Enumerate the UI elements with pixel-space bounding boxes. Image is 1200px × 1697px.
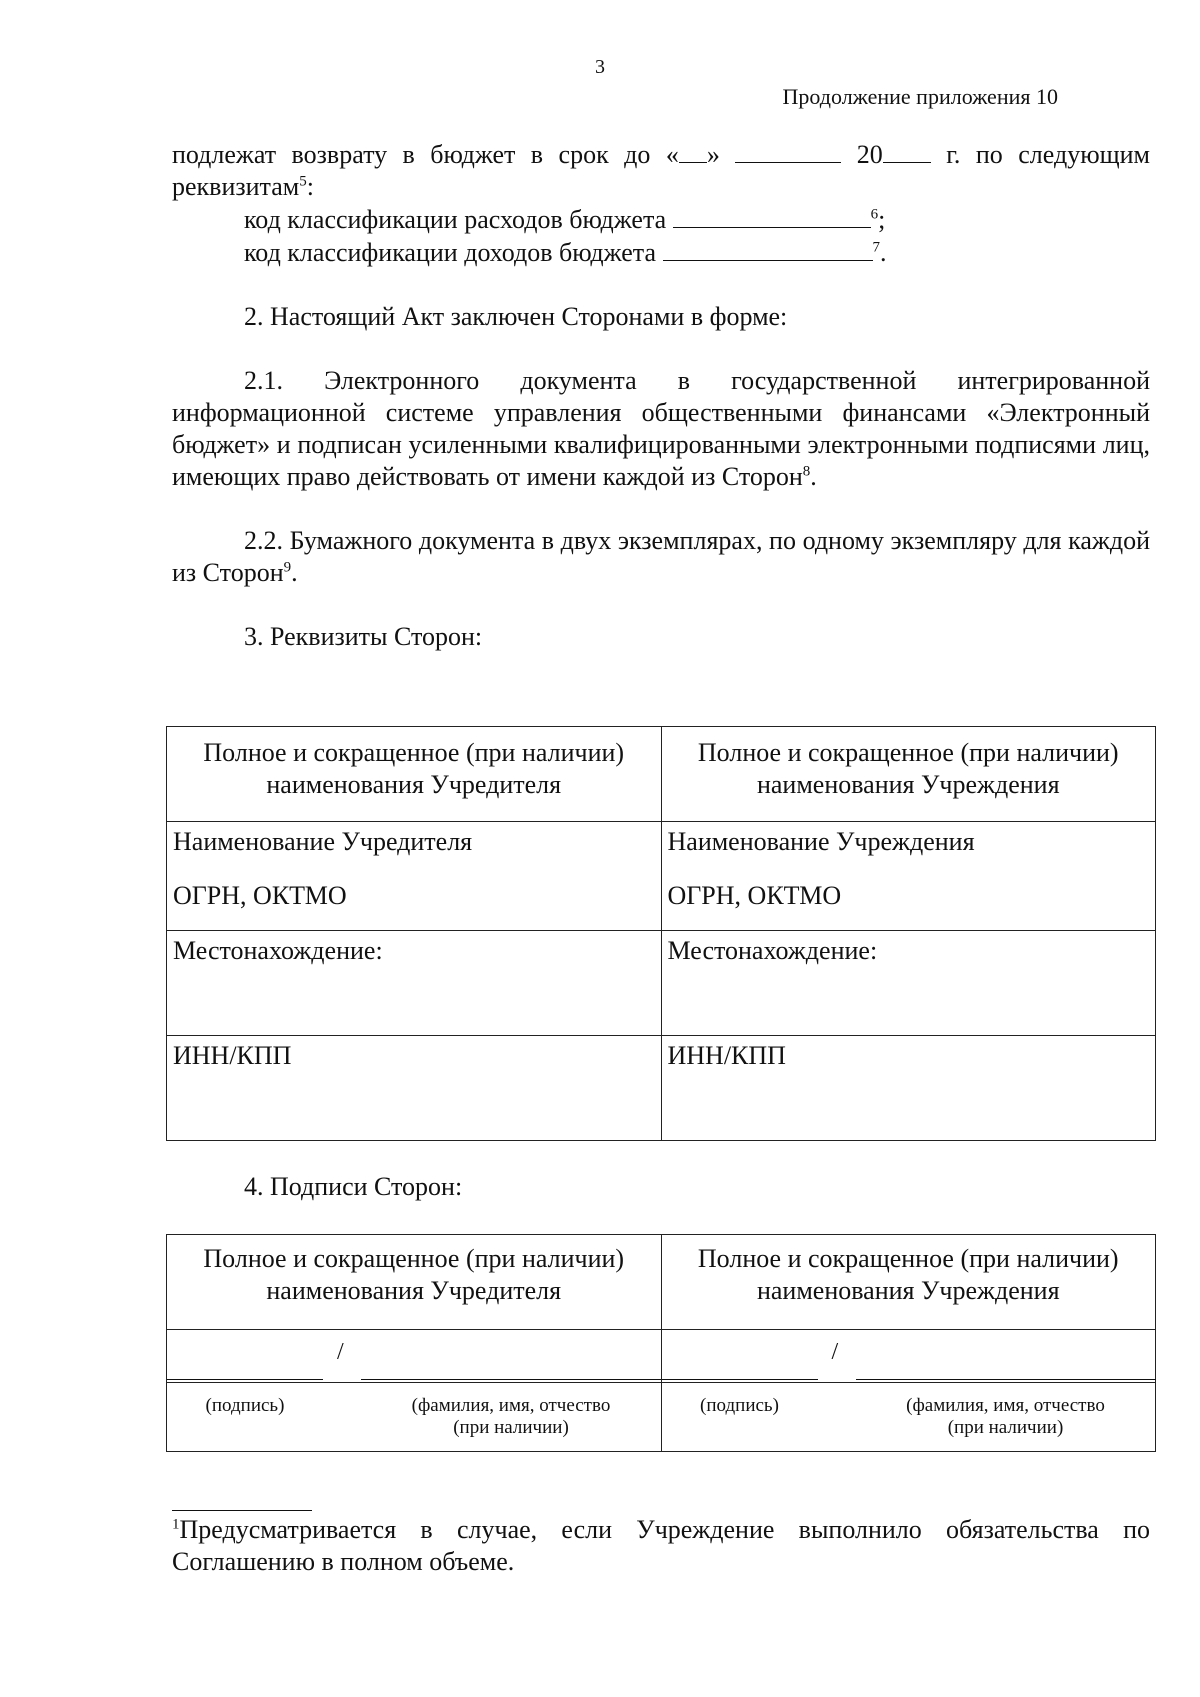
expense-code-blank bbox=[673, 203, 871, 228]
income-code-blank bbox=[663, 236, 873, 261]
footnote-ref-5: 5 bbox=[299, 173, 307, 190]
year-blank bbox=[883, 138, 931, 163]
founder-ogrn-label: ОГРН, ОКТМО bbox=[173, 881, 347, 910]
institution-fullname-line bbox=[856, 1379, 1156, 1380]
requisites-line: реквизитам$^5$: bbox=[172, 172, 314, 201]
footnote-1: $^1$Предусматривается в случае, если Учреждение выполнило обязательства по Соглашению в полном объеме. bbox=[172, 1515, 1150, 1576]
section-4-title: 4. Подписи Сторон: bbox=[244, 1172, 463, 1201]
founder-signature-caption: (подпись) bbox=[205, 1395, 285, 1416]
footnote-ref-9: 9 bbox=[283, 559, 292, 576]
founder-signature-line bbox=[167, 1379, 323, 1380]
page-number: 3 bbox=[595, 56, 605, 78]
sig-founder-header-cell: Полное и сокращенное (при наличии) наименования Учредителя bbox=[167, 1235, 662, 1330]
footnote-separator bbox=[172, 1510, 312, 1511]
section-2-2-text: 2.2. Бумажного документа в двух экземплярах, по одному экземпляру для каждой из Сторон$^9$. bbox=[172, 526, 1150, 587]
institution-inn-cell: ИНН/КПП bbox=[661, 1036, 1156, 1141]
signatures-table bbox=[166, 1234, 1156, 1452]
footnote-ref-7: 7 bbox=[872, 239, 881, 256]
expense-code-line: код классификации расходов бюджета $^6$; bbox=[244, 205, 886, 234]
footnote-marker: 1 bbox=[172, 1516, 180, 1533]
institution-name-caption: (фамилия, имя, отчество (при наличии) bbox=[906, 1395, 1105, 1438]
institution-signature-line-cell bbox=[661, 1330, 1156, 1383]
section-2-title: 2. Настоящий Акт заключен Сторонами в форме: bbox=[244, 302, 788, 331]
founder-name-cell bbox=[167, 822, 662, 931]
founder-captions-cell bbox=[167, 1383, 662, 1452]
founder-inn-cell: ИНН/КПП bbox=[167, 1036, 662, 1141]
footnote-ref-6: 6 bbox=[870, 206, 879, 223]
institution-signature-caption: (подпись) bbox=[700, 1395, 779, 1416]
founder-signature-line-cell bbox=[167, 1330, 662, 1383]
requisites-table bbox=[166, 726, 1156, 1141]
founder-fullname-line bbox=[361, 1379, 661, 1380]
founder-header-cell: Полное и сокращенное (при наличии) наименования Учредителя bbox=[167, 727, 662, 822]
institution-name-cell bbox=[661, 822, 1156, 931]
founder-location-cell: Местонахождение: bbox=[167, 931, 662, 1036]
day-blank bbox=[679, 138, 707, 163]
institution-signature-line bbox=[662, 1379, 818, 1380]
institution-name-label: Наименование Учреждения bbox=[667, 827, 975, 856]
founder-name-caption: (фамилия, имя, отчество (при наличии) bbox=[411, 1395, 611, 1438]
institution-captions-cell bbox=[661, 1383, 1156, 1452]
institution-slash: / bbox=[831, 1339, 839, 1365]
institution-location-cell: Местонахождение: bbox=[661, 931, 1156, 1036]
document-body bbox=[172, 138, 1150, 653]
institution-header-cell: Полное и сокращенное (при наличии) наименования Учреждения bbox=[661, 727, 1156, 822]
footnote-ref-8: 8 bbox=[802, 463, 811, 480]
return-deadline-line: подлежат возврату в бюджет в срок до « » 20 г. по следующим bbox=[172, 140, 1151, 169]
section-3-title: 3. Реквизиты Сторон: bbox=[244, 622, 483, 651]
section-2-1-text: 2.1. Электронного документа в государственной интегрированной информационной системе управления общественными финансами «Электронный бюджет» и подписан усиленными квалифицированными электронными подписями лиц, имеющих право действовать от имени каждой из Сторон$^8$. bbox=[172, 366, 1150, 491]
sig-institution-header-cell: Полное и сокращенное (при наличии) наименования Учреждения bbox=[661, 1235, 1156, 1330]
appendix-continuation-label: Продолжение приложения 10 bbox=[782, 84, 1058, 109]
month-blank bbox=[735, 138, 841, 163]
institution-ogrn-label: ОГРН, ОКТМО bbox=[667, 881, 842, 910]
founder-slash: / bbox=[337, 1339, 344, 1365]
founder-name-label: Наименование Учредителя bbox=[173, 827, 473, 856]
income-code-line: код классификации доходов бюджета $^7$. bbox=[244, 238, 887, 267]
